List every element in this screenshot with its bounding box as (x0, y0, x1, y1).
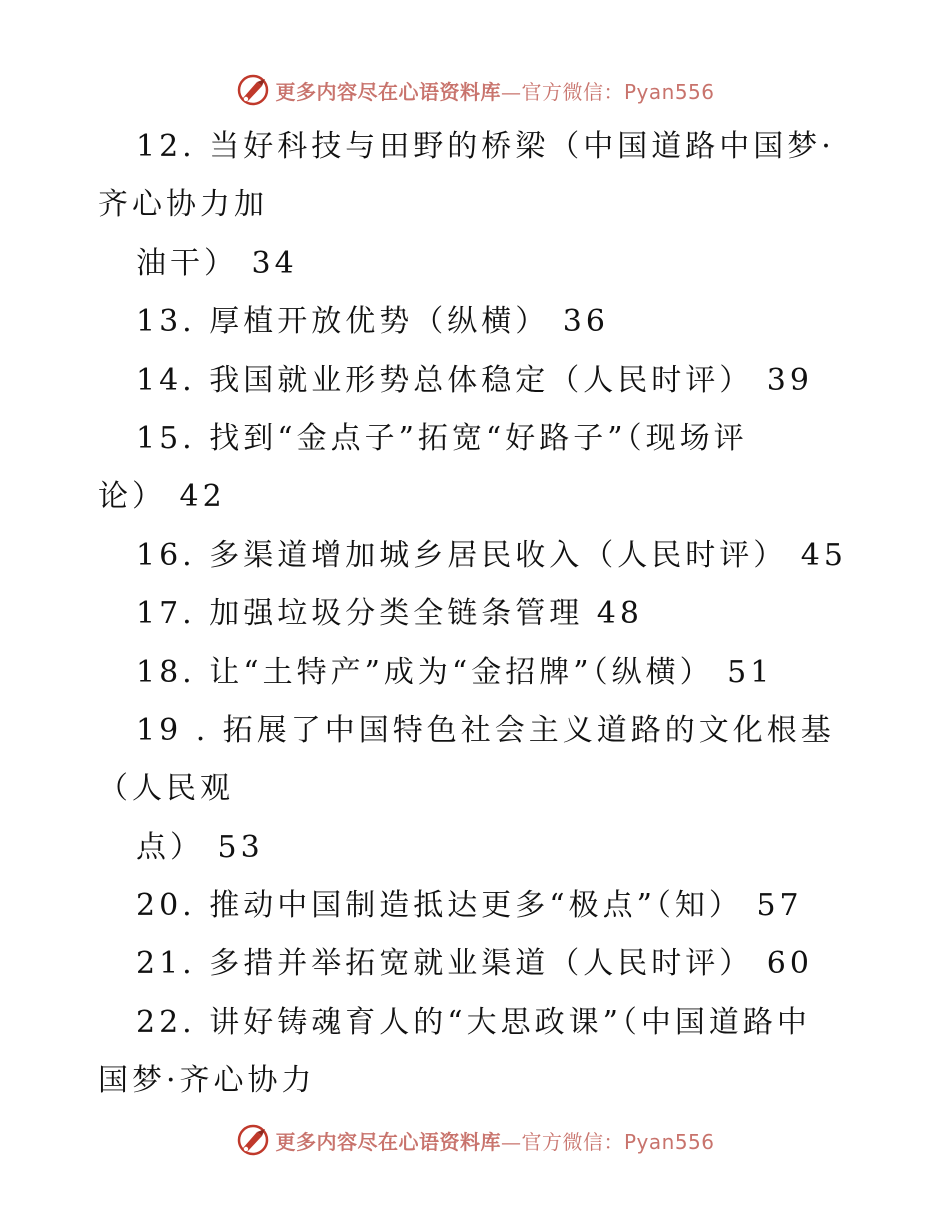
toc-line: 12. 当好科技与田野的桥梁（中国道路中国梦· (136, 129, 835, 164)
toc-line: 论） 42 (98, 479, 226, 515)
toc-line: 13. 厚植开放优势（纵横） 36 (136, 304, 609, 340)
toc-line: 22. 讲好铸魂育人的“大思政课”（中国道路中 (136, 1004, 811, 1040)
toc-line: 15. 找到“金点子”拓宽“好路子”（现场评 (136, 420, 748, 456)
watermark-wechat-id: Pyan556 (623, 1129, 715, 1154)
toc-line: 16. 多渠道增加城乡居民收入（人民时评） 45 (136, 537, 847, 573)
watermark-wechat-label: 官方微信： (521, 1129, 624, 1154)
toc-line: 20. 推动中国制造抵达更多“极点”（知） 57 (136, 888, 803, 924)
watermark-text (275, 76, 714, 105)
toc-line: 21. 多措并举拓宽就业渠道（人民时评） 60 (136, 946, 813, 982)
toc-line: 油干） 34 (136, 245, 298, 281)
header-watermark (0, 70, 950, 110)
watermark-site: 更多内容尽在心语资料库 (275, 1129, 501, 1154)
watermark-text (275, 1126, 714, 1155)
watermark-site: 更多内容尽在心语资料库 (275, 79, 501, 104)
watermark-dash: — (500, 79, 522, 104)
toc-line: 点） 53 (136, 829, 264, 865)
table-of-contents (98, 118, 858, 1111)
toc-line: 齐心协力加 (98, 187, 268, 223)
toc-line: 14. 我国就业形势总体稳定（人民时评） 39 (136, 362, 813, 398)
toc-line: 19 . 拓展了中国特色社会主义道路的文化根基 (136, 712, 835, 748)
pen-nib-logo-icon (235, 1122, 271, 1158)
watermark-dash: — (500, 1129, 522, 1154)
toc-line: 国梦·齐心协力 (98, 1063, 316, 1099)
pen-nib-logo-icon (235, 72, 271, 108)
toc-line: 17. 加强垃圾分类全链条管理 48 (136, 596, 643, 632)
toc-line: 18. 让“土特产”成为“金招牌”（纵横） 51 (136, 654, 774, 690)
watermark-wechat-label: 官方微信： (521, 79, 624, 104)
footer-watermark (0, 1120, 950, 1160)
watermark-wechat-id: Pyan556 (623, 79, 715, 104)
toc-line: （人民观 (98, 771, 234, 807)
